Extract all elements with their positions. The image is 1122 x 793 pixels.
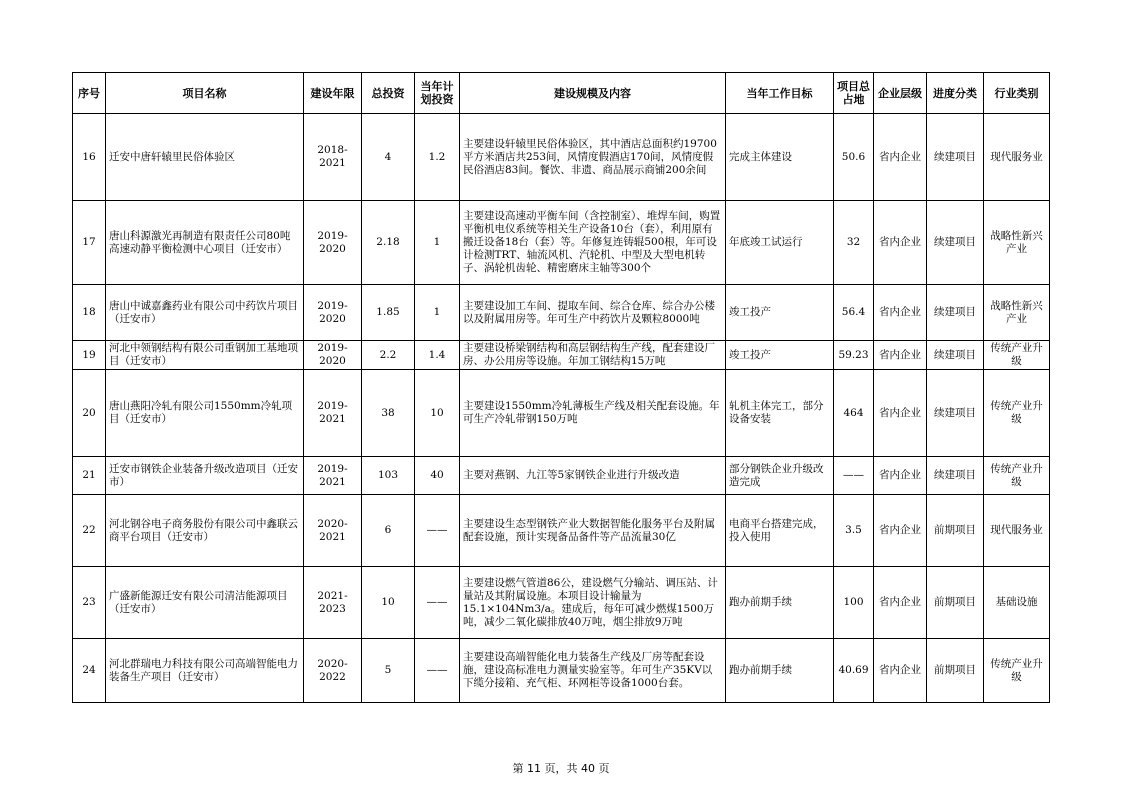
cell-project-name: 广盛新能源迁安有限公司清洁能源项目（迁安市） [106, 567, 304, 639]
cell-project-name: 唐山中诚嘉鑫药业有限公司中药饮片项目（迁安市） [106, 285, 304, 341]
cell-goal: 轧机主体完工，部分设备安装 [726, 370, 834, 457]
cell-years: 2020-2021 [304, 495, 362, 567]
cell-no: 17 [73, 201, 106, 285]
cell-project-name: 唐山燕阳冷轧有限公司1550mm冷轧项目（迁安市） [106, 370, 304, 457]
cell-no: 22 [73, 495, 106, 567]
cell-level: 省内企业 [874, 495, 927, 567]
cell-area: 3.5 [834, 495, 874, 567]
cell-industry: 现代服务业 [984, 114, 1050, 201]
cell-industry: 现代服务业 [984, 495, 1050, 567]
cell-area: 59.23 [834, 341, 874, 370]
cell-project-name: 河北钢谷电子商务股份有限公司中鑫联云商平台项目（迁安市） [106, 495, 304, 567]
cell-plan-investment: —— [415, 567, 460, 639]
header-area: 项目总占地 [834, 73, 874, 114]
header-industry: 行业类别 [984, 73, 1050, 114]
cell-scale: 主要建设高端智能化电力装备生产线及厂房等配套设施，建设高标准电力测量实验室等。年可生产35KV以下缆分接箱、充气柜、环网柜等设备1000台套。 [460, 639, 726, 703]
table-row [73, 567, 1050, 639]
cell-scale: 主要建设加工车间、提取车间、综合仓库、综合办公楼以及附属用房等。年可生产中药饮片及颗粒8000吨 [460, 285, 726, 341]
header-project-name: 项目名称 [106, 73, 304, 114]
cell-area: 464 [834, 370, 874, 457]
cell-area: 56.4 [834, 285, 874, 341]
cell-goal: 竣工投产 [726, 341, 834, 370]
cell-area: 100 [834, 567, 874, 639]
cell-years: 2019-2021 [304, 370, 362, 457]
footer-total-pages: 40 [581, 762, 595, 775]
cell-plan-investment: 1 [415, 201, 460, 285]
cell-no: 19 [73, 341, 106, 370]
cell-total-investment: 6 [362, 495, 415, 567]
cell-scale: 主要对燕钢、九江等5家钢铁企业进行升级改造 [460, 457, 726, 495]
cell-plan-investment: —— [415, 495, 460, 567]
cell-industry: 基础设施 [984, 567, 1050, 639]
cell-years: 2021-2023 [304, 567, 362, 639]
cell-industry: 传统产业升级 [984, 341, 1050, 370]
header-total-investment: 总投资 [362, 73, 415, 114]
cell-scale: 主要建设高速动平衡车间（含控制室）、堆焊车间，购置平衡机电仪系统等相关生产设备10台（套），利用原有搬迁设备18台（套）等。年修复连铸辊500根，年可设计检测TRT、轴流风机、汽轮机、中型及大型电机转子、涡轮机齿轮、精密磨床主轴等300个 [460, 201, 726, 285]
cell-project-name: 河北中领钢结构有限公司重钢加工基地项目（迁安市） [106, 341, 304, 370]
cell-level: 省内企业 [874, 567, 927, 639]
cell-industry: 传统产业升级 [984, 457, 1050, 495]
table-row [73, 370, 1050, 457]
cell-level: 省内企业 [874, 370, 927, 457]
cell-industry: 战略性新兴产业 [984, 201, 1050, 285]
cell-plan-investment: 1 [415, 285, 460, 341]
cell-total-investment: 4 [362, 114, 415, 201]
cell-total-investment: 2.2 [362, 341, 415, 370]
cell-plan-investment: 1.2 [415, 114, 460, 201]
cell-years: 2020-2022 [304, 639, 362, 703]
cell-no: 21 [73, 457, 106, 495]
cell-project-name: 迁安中唐轩辕里民俗体验区 [106, 114, 304, 201]
cell-area: 40.69 [834, 639, 874, 703]
cell-progress: 前期项目 [927, 567, 984, 639]
cell-plan-investment: 10 [415, 370, 460, 457]
cell-level: 省内企业 [874, 639, 927, 703]
cell-total-investment: 38 [362, 370, 415, 457]
footer-suffix: 页 [598, 762, 610, 775]
cell-goal: 完成主体建设 [726, 114, 834, 201]
footer-prefix: 第 [512, 762, 524, 775]
cell-plan-investment: —— [415, 639, 460, 703]
header-progress: 进度分类 [927, 73, 984, 114]
table-row [73, 457, 1050, 495]
cell-years: 2019-2021 [304, 457, 362, 495]
header-scale: 建设规模及内容 [460, 73, 726, 114]
cell-progress: 前期项目 [927, 639, 984, 703]
header-goal: 当年工作目标 [726, 73, 834, 114]
cell-no: 16 [73, 114, 106, 201]
cell-progress: 续建项目 [927, 457, 984, 495]
cell-project-name: 唐山科源激光再制造有限责任公司80吨高速动静平衡检测中心项目（迁安市） [106, 201, 304, 285]
cell-no: 20 [73, 370, 106, 457]
header-plan-investment: 当年计划投资 [415, 73, 460, 114]
header-years: 建设年限 [304, 73, 362, 114]
cell-total-investment: 103 [362, 457, 415, 495]
cell-level: 省内企业 [874, 285, 927, 341]
cell-level: 省内企业 [874, 341, 927, 370]
table-row [73, 285, 1050, 341]
cell-no: 18 [73, 285, 106, 341]
cell-project-name: 迁安市钢铁企业装备升级改造项目（迁安市） [106, 457, 304, 495]
header-level: 企业层级 [874, 73, 927, 114]
cell-progress: 续建项目 [927, 114, 984, 201]
cell-progress: 前期项目 [927, 495, 984, 567]
header-no: 序号 [73, 73, 106, 114]
cell-progress: 续建项目 [927, 201, 984, 285]
cell-area: 50.6 [834, 114, 874, 201]
cell-goal: 年底竣工试运行 [726, 201, 834, 285]
cell-area: 32 [834, 201, 874, 285]
cell-scale: 主要建设轩辕里民俗体验区，其中酒店总面积约19700平方米酒店共253间，风情度假酒店170间，风情度假民俗酒店83间。餐饮、非遗、商品展示商铺200余间 [460, 114, 726, 201]
cell-level: 省内企业 [874, 114, 927, 201]
cell-level: 省内企业 [874, 457, 927, 495]
cell-total-investment: 1.85 [362, 285, 415, 341]
cell-scale: 主要建设桥梁钢结构和高层钢结构生产线，配套建设厂房、办公用房等设施。年加工钢结构15万吨 [460, 341, 726, 370]
cell-total-investment: 2.18 [362, 201, 415, 285]
project-table [72, 72, 1050, 703]
cell-no: 23 [73, 567, 106, 639]
footer-middle: 页，共 [544, 762, 578, 775]
cell-level: 省内企业 [874, 201, 927, 285]
table-row [73, 341, 1050, 370]
cell-industry: 传统产业升级 [984, 639, 1050, 703]
cell-years: 2019-2020 [304, 341, 362, 370]
cell-years: 2019-2020 [304, 285, 362, 341]
cell-progress: 续建项目 [927, 370, 984, 457]
cell-industry: 战略性新兴产业 [984, 285, 1050, 341]
table-header-row [73, 73, 1050, 114]
table-row [73, 639, 1050, 703]
page-footer [0, 760, 1122, 776]
table-row [73, 114, 1050, 201]
cell-progress: 续建项目 [927, 285, 984, 341]
cell-goal: 跑办前期手续 [726, 567, 834, 639]
cell-progress: 续建项目 [927, 341, 984, 370]
cell-area: —— [834, 457, 874, 495]
table-row [73, 495, 1050, 567]
cell-scale: 主要建设1550mm冷轧薄板生产线及相关配套设施。年可生产冷轧带钢150万吨 [460, 370, 726, 457]
cell-years: 2019-2020 [304, 201, 362, 285]
cell-goal: 跑办前期手续 [726, 639, 834, 703]
cell-scale: 主要建设生态型钢铁产业大数据智能化服务平台及附属配套设施，预计实现备品备件等产品流量30亿 [460, 495, 726, 567]
table-body [73, 114, 1050, 703]
cell-total-investment: 5 [362, 639, 415, 703]
cell-goal: 竣工投产 [726, 285, 834, 341]
cell-total-investment: 10 [362, 567, 415, 639]
cell-scale: 主要建设燃气管道86公，建设燃气分输站、调压站、计量站及其附属设施。本项目设计输量为15.1×104Nm3/a。建成后，每年可减少燃煤1500万吨，减少二氧化碳排放40万吨，烟尘排放9万吨 [460, 567, 726, 639]
table-row [73, 201, 1050, 285]
cell-plan-investment: 1.4 [415, 341, 460, 370]
cell-goal: 部分钢铁企业升级改造完成 [726, 457, 834, 495]
cell-plan-investment: 40 [415, 457, 460, 495]
cell-no: 24 [73, 639, 106, 703]
cell-goal: 电商平台搭建完成，投入使用 [726, 495, 834, 567]
cell-years: 2018-2021 [304, 114, 362, 201]
cell-industry: 传统产业升级 [984, 370, 1050, 457]
footer-page-number: 11 [527, 762, 541, 775]
cell-project-name: 河北群瑞电力科技有限公司高端智能电力装备生产项目（迁安市） [106, 639, 304, 703]
